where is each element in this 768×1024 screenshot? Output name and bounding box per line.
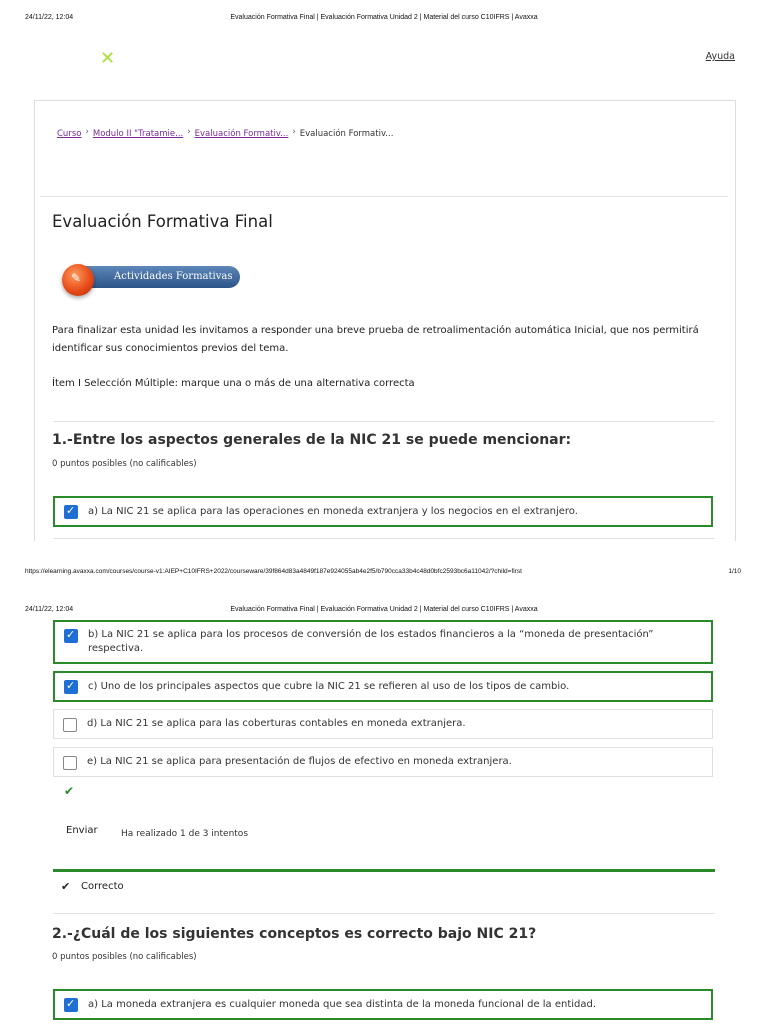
q1-option-d[interactable]	[53, 709, 713, 739]
activities-banner	[62, 262, 242, 300]
option-label: c) Uno de los principales aspectos que cubre la NIC 21 se refieren al uso de los tipos de cambio.	[88, 681, 570, 692]
correct-check-icon: ✔	[64, 784, 75, 798]
option-label: a) La moneda extranjera es cualquier moneda que sea distinta de la moneda funcional de la entidad.	[88, 999, 597, 1010]
option-label: e) La NIC 21 se aplica para presentación de flujos de efectivo en moneda extranjera.	[87, 756, 512, 767]
print-footer	[0, 568, 768, 580]
divider	[40, 196, 728, 197]
divider	[53, 421, 715, 422]
logo[interactable]: ✕	[100, 48, 116, 69]
print-title: Evaluación Formativa Final | Evaluación Formativa Unidad 2 | Material del curso C10IFRS | Avaxxa	[230, 14, 538, 21]
q2-option-a[interactable]	[53, 989, 713, 1020]
question-2-points: 0 puntos posibles (no calificables)	[52, 952, 197, 962]
breadcrumb-evaluacion[interactable]: Evaluación Formativ...	[194, 129, 289, 139]
q1-option-c[interactable]	[53, 671, 713, 702]
option-label: d) La NIC 21 se aplica para las coberturas contables en moneda extranjera.	[87, 718, 466, 729]
divider	[53, 913, 715, 914]
checkbox-unchecked[interactable]	[63, 756, 77, 770]
status-label: Correcto	[81, 881, 124, 892]
divider	[53, 538, 715, 539]
breadcrumb	[57, 129, 393, 139]
page-title: Evaluación Formativa Final	[52, 212, 273, 231]
breadcrumb-modulo[interactable]: Modulo II "Tratamie...	[92, 129, 184, 139]
help-link[interactable]: Ayuda	[705, 51, 735, 62]
intro-text: Para finalizar esta unidad les invitamos a responder una breve prueba de retroalimentación automática Inicial, que nos permitirá identificar sus conocimientos previos del tema.	[52, 325, 699, 354]
print-date: 24/11/22, 12:04	[25, 606, 74, 613]
question-1-title: 1.-Entre los aspectos generales de la NIC 21 se puede mencionar:	[52, 432, 572, 448]
print-header	[0, 606, 768, 620]
checkbox-checked[interactable]	[64, 998, 78, 1012]
check-icon: ✔	[61, 880, 71, 893]
banner-label: Actividades Formativas	[84, 266, 240, 288]
question-1-points: 0 puntos posibles (no calificables)	[52, 459, 197, 469]
q1-option-a[interactable]	[53, 496, 713, 527]
checkbox-checked[interactable]	[64, 629, 78, 643]
breadcrumb-curso[interactable]: Curso	[57, 129, 82, 139]
option-label: b) La NIC 21 se aplica para los procesos de conversión de los estados financieros a la “moneda de presentación” respectiva.	[88, 629, 654, 654]
breadcrumb-sep: ›	[292, 127, 296, 137]
print-page-number: 1/10	[728, 568, 741, 575]
print-title: Evaluación Formativa Final | Evaluación Formativa Unidad 2 | Material del curso C10IFRS | Avaxxa	[230, 606, 538, 613]
checkbox-unchecked[interactable]	[63, 718, 77, 732]
edit-icon: ✎	[62, 264, 94, 296]
attempts-text: Ha realizado 1 de 3 intentos	[121, 829, 249, 839]
instruction-text: Ítem I Selección Múltiple: marque una o más de una alternativa correcta	[52, 378, 415, 389]
q1-option-b[interactable]	[53, 620, 713, 664]
print-date: 24/11/22, 12:04	[25, 14, 74, 21]
q1-option-e[interactable]	[53, 747, 713, 777]
breadcrumb-sep: ›	[187, 127, 191, 137]
content-card	[34, 100, 736, 541]
print-header	[0, 14, 768, 28]
breadcrumb-sep: ›	[85, 127, 89, 137]
print-url: https://elearning.avaxxa.com/courses/course-v1:AIEP+C10IFRS+2022/courseware/39f864d83a4849f187e924055ab4e2f5/b790cca33b4c48d0bfc2593bc6a11042/?child=first	[25, 568, 522, 575]
option-label: a) La NIC 21 se aplica para las operaciones en moneda extranjera y los negocios en el extranjero.	[88, 506, 578, 517]
breadcrumb-current: Evaluación Formativ...	[299, 129, 394, 139]
status-notification	[53, 869, 715, 901]
checkbox-checked[interactable]	[64, 680, 78, 694]
submit-button[interactable]: Enviar	[66, 825, 98, 836]
question-2-title: 2.-¿Cuál de los siguientes conceptos es correcto bajo NIC 21?	[52, 926, 537, 942]
checkbox-checked[interactable]	[64, 505, 78, 519]
